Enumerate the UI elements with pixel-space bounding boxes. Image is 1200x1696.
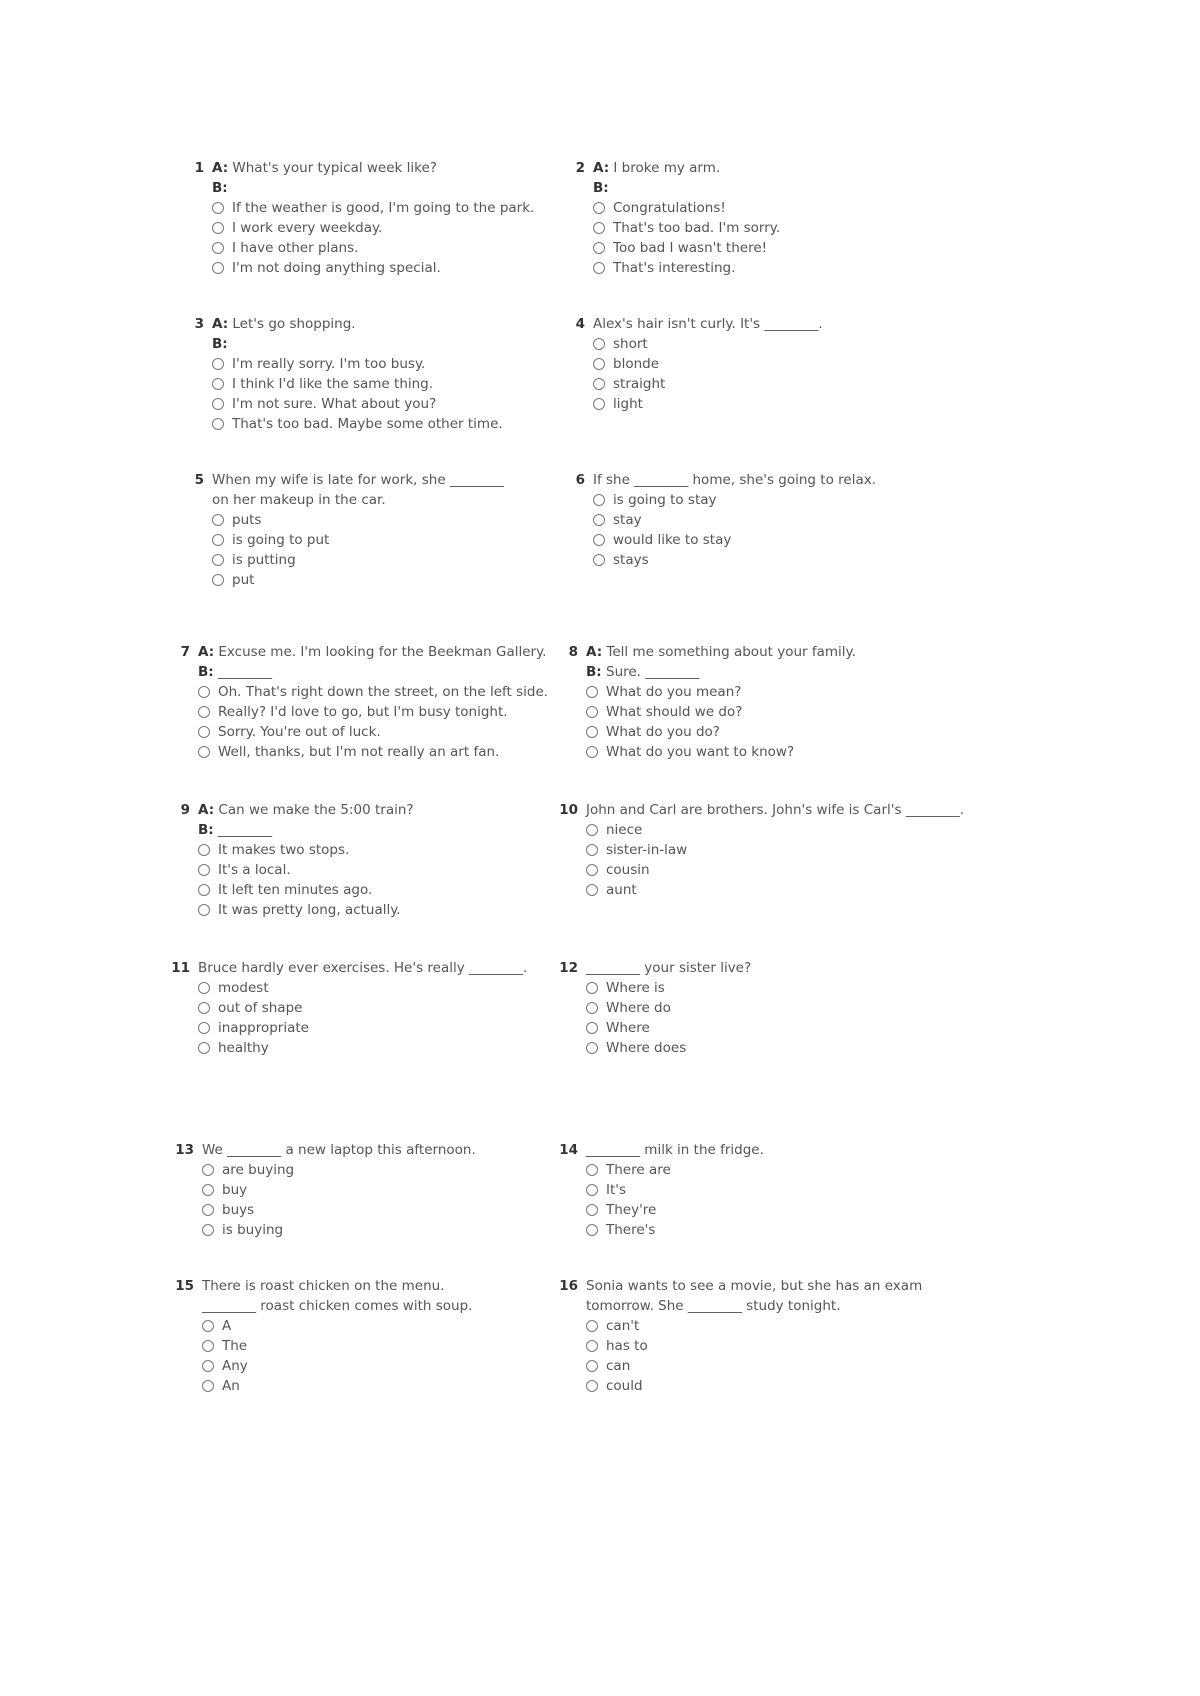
option-label: It was pretty long, actually.: [218, 902, 401, 918]
prompt-text: ________ your sister live?: [586, 960, 752, 976]
radio-button-icon[interactable]: [202, 1320, 214, 1332]
option-label: It makes two stops.: [218, 842, 350, 858]
radio-button-icon[interactable]: [212, 222, 224, 234]
answer-option[interactable]: [586, 722, 1016, 742]
answer-option[interactable]: [586, 742, 1016, 762]
prompt-text: Can we make the 5:00 train?: [214, 802, 414, 818]
radio-button-icon[interactable]: [212, 554, 224, 566]
option-label: I have other plans.: [232, 240, 359, 256]
prompt-text: ________: [213, 822, 272, 838]
option-label: sister-in-law: [606, 842, 688, 858]
radio-button-icon[interactable]: [593, 262, 605, 274]
radio-button-icon[interactable]: [593, 222, 605, 234]
answer-option[interactable]: [212, 530, 512, 550]
option-label: It left ten minutes ago.: [218, 882, 373, 898]
answer-option[interactable]: [586, 1180, 1016, 1200]
speaker-label: B:: [198, 822, 214, 838]
answer-option[interactable]: [198, 742, 628, 762]
option-label: A: [222, 1318, 232, 1334]
speaker-label: A:: [586, 644, 603, 660]
answer-option[interactable]: [198, 998, 628, 1018]
speaker-label: B:: [593, 180, 609, 196]
radio-button-icon[interactable]: [212, 262, 224, 274]
answer-option[interactable]: [586, 998, 1016, 1018]
radio-button-icon[interactable]: [212, 378, 224, 390]
speaker-label: A:: [212, 160, 229, 176]
option-label: out of shape: [218, 1000, 303, 1016]
speaker-label: A:: [212, 316, 229, 332]
answer-option[interactable]: [202, 1220, 632, 1240]
option-label: What do you mean?: [606, 684, 742, 700]
radio-button-icon[interactable]: [586, 1380, 598, 1392]
option-label: stays: [613, 552, 649, 568]
option-label: are buying: [222, 1162, 295, 1178]
answer-option[interactable]: [212, 550, 512, 570]
prompt-text: Alex's hair isn't curly. It's ________.: [593, 316, 823, 332]
answer-option[interactable]: [593, 258, 1023, 278]
radio-button-icon[interactable]: [593, 494, 605, 506]
answer-option[interactable]: [212, 414, 642, 434]
answer-option[interactable]: [593, 550, 1023, 570]
prompt-text: There is roast chicken on the menu. ________ roast chicken comes with soup.: [202, 1278, 473, 1314]
option-label: Where does: [606, 1040, 687, 1056]
answer-option[interactable]: [198, 860, 628, 880]
answer-option[interactable]: [212, 354, 642, 374]
answer-option[interactable]: [198, 880, 628, 900]
answer-option[interactable]: [212, 510, 512, 530]
question-number: 12: [559, 960, 578, 976]
radio-button-icon[interactable]: [586, 1164, 598, 1176]
answer-option[interactable]: [593, 218, 1023, 238]
answer-option[interactable]: [586, 1018, 1016, 1038]
radio-button-icon[interactable]: [586, 726, 598, 738]
prompt-text: When my wife is late for work, she ________ on her makeup in the car.: [212, 472, 504, 508]
radio-button-icon[interactable]: [202, 1224, 214, 1236]
radio-button-icon[interactable]: [586, 746, 598, 758]
question-number: 13: [175, 1142, 194, 1158]
answer-option[interactable]: [202, 1336, 502, 1356]
option-label: stay: [613, 512, 642, 528]
radio-button-icon[interactable]: [586, 982, 598, 994]
prompt-text: Let's go shopping.: [228, 316, 356, 332]
option-label: straight: [613, 376, 666, 392]
question-number: 9: [180, 802, 190, 818]
prompt-text: Bruce hardly ever exercises. He's really ________.: [198, 960, 528, 976]
question-number: 7: [180, 644, 190, 660]
option-label: puts: [232, 512, 262, 528]
option-label: Really? I'd love to go, but I'm busy tonight.: [218, 704, 508, 720]
prompt-text: Sure. ________: [601, 664, 700, 680]
answer-option[interactable]: [198, 702, 628, 722]
option-label: is buying: [222, 1222, 284, 1238]
speaker-label: A:: [198, 802, 215, 818]
option-label: Sorry. You're out of luck.: [218, 724, 381, 740]
radio-button-icon[interactable]: [586, 1224, 598, 1236]
radio-button-icon[interactable]: [586, 824, 598, 836]
option-label: It's a local.: [218, 862, 291, 878]
question-number: 5: [194, 472, 204, 488]
radio-button-icon[interactable]: [198, 1022, 210, 1034]
radio-button-icon[interactable]: [212, 202, 224, 214]
question-number: 14: [559, 1142, 578, 1158]
question-prompt-line: [202, 1276, 502, 1316]
question-prompt-line: [586, 1276, 946, 1316]
option-label: modest: [218, 980, 269, 996]
answer-option[interactable]: [586, 880, 1016, 900]
question-number: 11: [171, 960, 190, 976]
prompt-text: I broke my arm.: [609, 160, 721, 176]
radio-button-icon[interactable]: [198, 706, 210, 718]
radio-button-icon[interactable]: [212, 358, 224, 370]
radio-button-icon[interactable]: [202, 1204, 214, 1216]
radio-button-icon[interactable]: [586, 1042, 598, 1054]
answer-option[interactable]: [586, 1336, 946, 1356]
answer-option[interactable]: [593, 510, 1023, 530]
radio-button-icon[interactable]: [198, 864, 210, 876]
option-label: is going to stay: [613, 492, 717, 508]
option-label: That's too bad. Maybe some other time.: [232, 416, 503, 432]
question-number: 16: [559, 1278, 578, 1294]
option-label: put: [232, 572, 255, 588]
radio-button-icon[interactable]: [198, 1042, 210, 1054]
option-label: blonde: [613, 356, 660, 372]
radio-button-icon[interactable]: [586, 706, 598, 718]
option-label: They're: [606, 1202, 657, 1218]
answer-option[interactable]: [593, 354, 1023, 374]
radio-button-icon[interactable]: [198, 982, 210, 994]
answer-option[interactable]: [198, 1038, 628, 1058]
option-label: Where: [606, 1020, 650, 1036]
option-label: can: [606, 1358, 631, 1374]
option-label: healthy: [218, 1040, 269, 1056]
prompt-text: ________: [213, 664, 272, 680]
answer-option[interactable]: [198, 722, 628, 742]
option-label: The: [222, 1338, 248, 1354]
answer-option[interactable]: [586, 860, 1016, 880]
question-prompt-line: [586, 800, 1016, 820]
prompt-text: Sonia wants to see a movie, but she has an exam tomorrow. She ________ study tonight.: [586, 1278, 923, 1314]
option-label: light: [613, 396, 643, 412]
question-number: 1: [194, 160, 204, 176]
option-label: I'm not sure. What about you?: [232, 396, 437, 412]
radio-button-icon[interactable]: [202, 1340, 214, 1352]
question-number: 15: [175, 1278, 194, 1294]
answer-option[interactable]: [586, 978, 1016, 998]
prompt-text: ________ milk in the fridge.: [586, 1142, 764, 1158]
option-label: is putting: [232, 552, 296, 568]
option-label: That's too bad. I'm sorry.: [613, 220, 781, 236]
radio-button-icon[interactable]: [212, 514, 224, 526]
radio-button-icon[interactable]: [586, 1320, 598, 1332]
question-prompt-line: [593, 470, 1023, 490]
answer-option[interactable]: [586, 702, 1016, 722]
option-label: That's interesting.: [613, 260, 736, 276]
radio-button-icon[interactable]: [198, 844, 210, 856]
question-prompt-line: [198, 820, 628, 840]
option-label: Any: [222, 1358, 248, 1374]
option-label: inappropriate: [218, 1020, 309, 1036]
answer-option[interactable]: [593, 394, 1023, 414]
answer-option[interactable]: [202, 1160, 632, 1180]
question-number: 6: [575, 472, 585, 488]
question-prompt-line: [586, 958, 1016, 978]
answer-option[interactable]: [586, 682, 1016, 702]
radio-button-icon[interactable]: [212, 534, 224, 546]
answer-option[interactable]: [212, 258, 642, 278]
answer-option[interactable]: [593, 238, 1023, 258]
speaker-label: B:: [212, 336, 228, 352]
radio-button-icon[interactable]: [198, 686, 210, 698]
radio-button-icon[interactable]: [593, 338, 605, 350]
radio-button-icon[interactable]: [198, 884, 210, 896]
option-label: I'm not doing anything special.: [232, 260, 441, 276]
radio-button-icon[interactable]: [198, 746, 210, 758]
answer-option[interactable]: [212, 198, 642, 218]
question-number: 2: [575, 160, 585, 176]
option-label: Congratulations!: [613, 200, 726, 216]
answer-option[interactable]: [593, 490, 1023, 510]
answer-option[interactable]: [198, 682, 628, 702]
radio-button-icon[interactable]: [586, 884, 598, 896]
radio-button-icon[interactable]: [586, 1022, 598, 1034]
answer-option[interactable]: [593, 334, 1023, 354]
question-prompt-line: [593, 158, 1023, 178]
answer-option[interactable]: [586, 1376, 946, 1396]
radio-button-icon[interactable]: [586, 1204, 598, 1216]
radio-button-icon[interactable]: [212, 242, 224, 254]
option-label: could: [606, 1378, 643, 1394]
answer-option[interactable]: [586, 1200, 1016, 1220]
radio-button-icon[interactable]: [586, 686, 598, 698]
radio-button-icon[interactable]: [593, 534, 605, 546]
option-label: What do you do?: [606, 724, 720, 740]
option-label: Too bad I wasn't there!: [613, 240, 768, 256]
question-number: 4: [575, 316, 585, 332]
question-prompt-line: [593, 314, 1023, 334]
option-label: Where do: [606, 1000, 671, 1016]
option-label: What should we do?: [606, 704, 743, 720]
radio-button-icon[interactable]: [586, 1340, 598, 1352]
option-label: Well, thanks, but I'm not really an art fan.: [218, 744, 500, 760]
option-label: I work every weekday.: [232, 220, 383, 236]
question-prompt-line: [586, 1140, 1016, 1160]
option-label: short: [613, 336, 648, 352]
option-label: It's: [606, 1182, 627, 1198]
question-number: 3: [194, 316, 204, 332]
option-label: would like to stay: [613, 532, 732, 548]
speaker-label: B:: [198, 664, 214, 680]
question-prompt-line: [586, 662, 1016, 682]
option-label: aunt: [606, 882, 637, 898]
question-prompt-line: [586, 642, 1016, 662]
answer-option[interactable]: [586, 1316, 946, 1336]
radio-button-icon[interactable]: [202, 1380, 214, 1392]
prompt-text: Tell me something about your family.: [602, 644, 856, 660]
question-number: 8: [568, 644, 578, 660]
option-label: If the weather is good, I'm going to the park.: [232, 200, 535, 216]
radio-button-icon[interactable]: [198, 904, 210, 916]
answer-option[interactable]: [212, 218, 642, 238]
question-number: 10: [559, 802, 578, 818]
option-label: There's: [606, 1222, 656, 1238]
prompt-text: We ________ a new laptop this afternoon.: [202, 1142, 476, 1158]
option-label: has to: [606, 1338, 648, 1354]
option-label: can't: [606, 1318, 640, 1334]
answer-option[interactable]: [202, 1376, 502, 1396]
speaker-label: A:: [198, 644, 215, 660]
radio-button-icon[interactable]: [202, 1184, 214, 1196]
answer-option[interactable]: [212, 570, 512, 590]
radio-button-icon[interactable]: [593, 378, 605, 390]
question-prompt-line: [212, 334, 642, 354]
speaker-label: A:: [593, 160, 610, 176]
answer-option[interactable]: [212, 374, 642, 394]
question-prompt-line: [198, 662, 628, 682]
option-label: buys: [222, 1202, 255, 1218]
answer-option[interactable]: [202, 1180, 632, 1200]
radio-button-icon[interactable]: [202, 1360, 214, 1372]
radio-button-icon[interactable]: [198, 726, 210, 738]
answer-option[interactable]: [586, 1160, 1016, 1180]
radio-button-icon[interactable]: [593, 358, 605, 370]
question-prompt-line: [593, 178, 1023, 198]
radio-button-icon[interactable]: [586, 1184, 598, 1196]
option-label: I'm really sorry. I'm too busy.: [232, 356, 426, 372]
answer-option[interactable]: [212, 394, 642, 414]
answer-option[interactable]: [593, 530, 1023, 550]
answer-option[interactable]: [198, 978, 628, 998]
prompt-text: John and Carl are brothers. John's wife is Carl's ________.: [586, 802, 965, 818]
answer-option[interactable]: [586, 1356, 946, 1376]
option-label: cousin: [606, 862, 650, 878]
radio-button-icon[interactable]: [586, 1002, 598, 1014]
answer-option[interactable]: [212, 238, 642, 258]
radio-button-icon[interactable]: [212, 398, 224, 410]
answer-option[interactable]: [593, 198, 1023, 218]
question-prompt-line: [212, 178, 642, 198]
question-prompt-line: [212, 470, 512, 510]
option-label: Where is: [606, 980, 665, 996]
answer-option[interactable]: [198, 1018, 628, 1038]
answer-option[interactable]: [593, 374, 1023, 394]
radio-button-icon[interactable]: [586, 844, 598, 856]
option-label: There are: [606, 1162, 671, 1178]
prompt-text: What's your typical week like?: [228, 160, 437, 176]
radio-button-icon[interactable]: [586, 864, 598, 876]
radio-button-icon[interactable]: [586, 1360, 598, 1372]
prompt-text: If she ________ home, she's going to relax.: [593, 472, 876, 488]
radio-button-icon[interactable]: [198, 1002, 210, 1014]
radio-button-icon[interactable]: [593, 242, 605, 254]
answer-option[interactable]: [198, 840, 628, 860]
radio-button-icon[interactable]: [212, 574, 224, 586]
speaker-label: B:: [212, 180, 228, 196]
answer-option[interactable]: [202, 1200, 632, 1220]
option-label: niece: [606, 822, 643, 838]
option-label: Oh. That's right down the street, on the left side.: [218, 684, 549, 700]
answer-option[interactable]: [202, 1356, 502, 1376]
radio-button-icon[interactable]: [593, 514, 605, 526]
radio-button-icon[interactable]: [593, 554, 605, 566]
option-label: is going to put: [232, 532, 330, 548]
radio-button-icon[interactable]: [593, 202, 605, 214]
answer-option[interactable]: [202, 1316, 502, 1336]
radio-button-icon[interactable]: [212, 418, 224, 430]
option-label: An: [222, 1378, 240, 1394]
answer-option[interactable]: [198, 900, 628, 920]
prompt-text: Excuse me. I'm looking for the Beekman Gallery.: [214, 644, 547, 660]
answer-option[interactable]: [586, 1038, 1016, 1058]
answer-option[interactable]: [586, 840, 1016, 860]
option-label: buy: [222, 1182, 248, 1198]
answer-option[interactable]: [586, 820, 1016, 840]
option-label: I think I'd like the same thing.: [232, 376, 434, 392]
radio-button-icon[interactable]: [593, 398, 605, 410]
speaker-label: B:: [586, 664, 602, 680]
radio-button-icon[interactable]: [202, 1164, 214, 1176]
option-label: What do you want to know?: [606, 744, 795, 760]
answer-option[interactable]: [586, 1220, 1016, 1240]
